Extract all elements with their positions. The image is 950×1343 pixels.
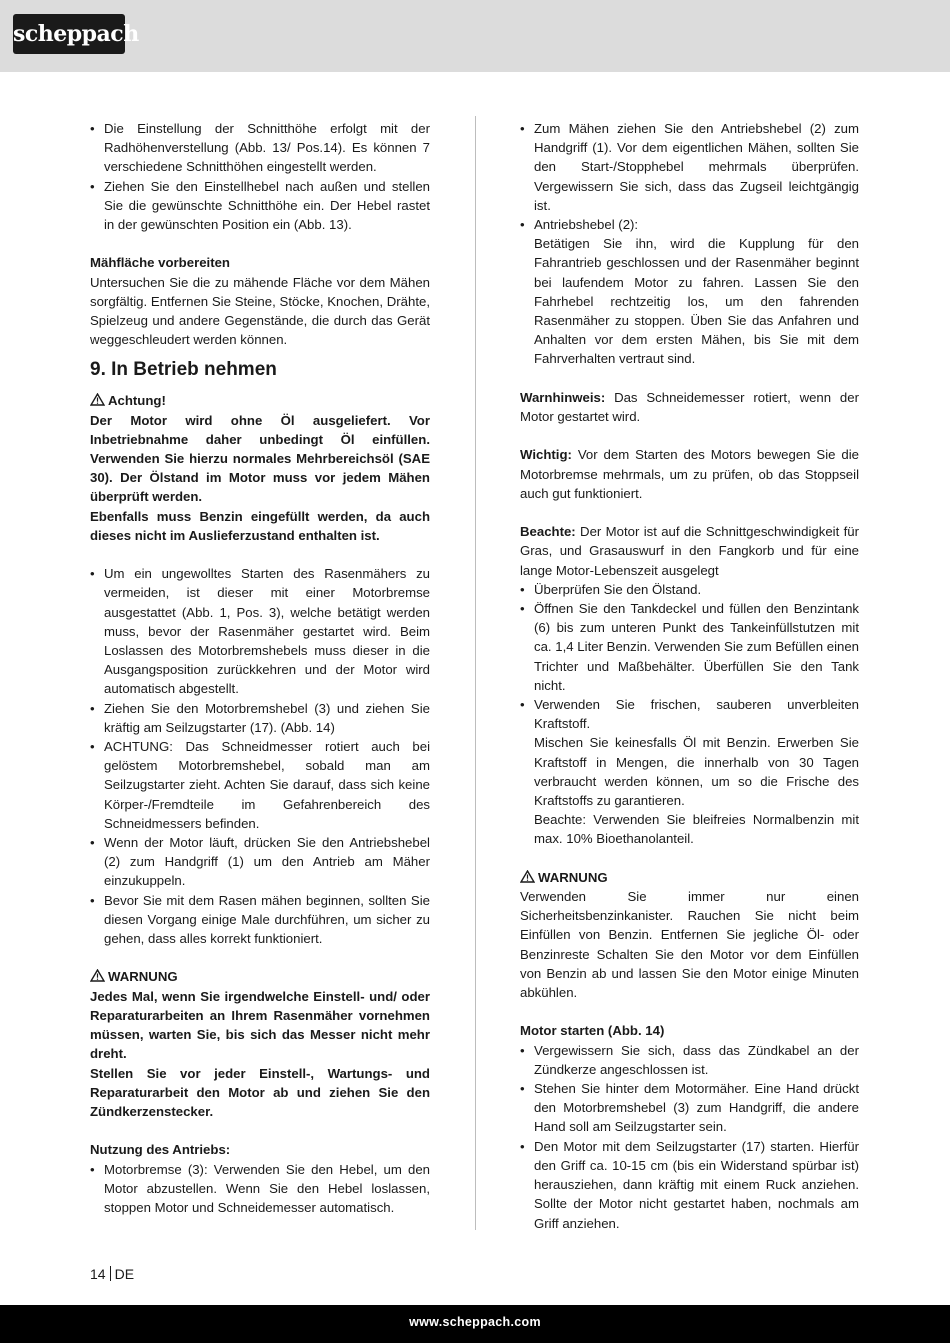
list-item-text: • Verwenden Sie frischen, sauberen unverbleiten Kraftstoff. xyxy=(534,697,859,732)
list-item-text: Betätigen Sie ihn, wird die Kupplung für den Fahrantrieb geschlossen und der Rasenmäher beginnt bei laufendem Motor zu fahren. Lassen Sie den Fahrhebel rechtzeitig los, um den fahrenden Rasenmäher zu stoppen. Üben Sie das Anfahren und Anhalten vor dem ersten Mähen, bis Sie mit dem Fahrverhalten vertraut sind. xyxy=(534,236,859,367)
warnhinweis-label: Warnhinweis: xyxy=(520,389,606,405)
beachte-text: Der Motor ist auf die Schnittgeschwindigkeit für Gras, und Grasauswurf in den Fangkorb und für eine lange Motor-Lebenszeit ausgelegt xyxy=(520,524,859,578)
achtung-heading xyxy=(90,391,430,410)
section-heading-nutzung: Nutzung des Antriebs: xyxy=(90,1142,231,1158)
list-item: • Wenn der Motor läuft, drücken Sie den Antriebshebel (2) zum Handgriff (1) um den Antrieb am Mäher einzukuppeln. xyxy=(90,833,430,891)
start-instructions-list xyxy=(90,564,430,948)
list-item: • ACHTUNG: Das Schneidmesser rotiert auch bei gelöstem Motorbremshebel, sobald man am Seilzugstarter zieht. Achten Sie darauf, dass sich keine Körper-/Fremdteile im Gefahrenbereich des Schneidmessers befinden. xyxy=(90,737,430,833)
beachte-label: Beachte: xyxy=(520,524,576,540)
warning-triangle-icon xyxy=(90,969,105,982)
wichtig-paragraph xyxy=(520,445,859,503)
list-item: • Öffnen Sie den Tankdeckel und füllen den Benzintank (6) bis zum unteren Punkt des Tankeinfüllstutzen mit ca. 1,4 Liter Benzin. Verwenden Sie zum Befüllen einen Trichter und Maßbehälter. Überfüllen Sie den Tank nicht. xyxy=(520,599,859,695)
list-item: • Ziehen Sie den Motorbremshebel (3) und ziehen Sie kräftig am Seilzugstarter (17). (Abb. 14) xyxy=(90,699,430,737)
warnung-heading xyxy=(90,967,430,986)
drive-lever-list xyxy=(520,119,859,369)
list-item: • Vergewissern Sie sich, dass das Zündkabel an der Zündkerze angeschlossen ist. xyxy=(520,1041,859,1079)
list-item: • Um ein ungewolltes Starten des Rasenmähers zu vermeiden, ist dieser mit einer Motorbremse ausgestattet (Abb. 1, Pos. 3), welche betätigt werden muss, bevor der Rasenmäher gestartet wird. Beim Loslassen des Motorbremshebels muss dieser in die Ausgangsposition zurückkehren und der Motor wird automatisch abgestellt. xyxy=(90,564,430,698)
warning-triangle-icon xyxy=(90,393,105,406)
list-item-title: • Antriebshebel (2): xyxy=(534,217,639,233)
warnung-heading xyxy=(520,868,859,887)
warnung-text: Stellen Sie vor jeder Einstell-, Wartungs- und Reparaturarbeit den Motor ab und ziehen Sie den Zündkerzenstecker. xyxy=(90,1065,430,1119)
beachte-paragraph xyxy=(520,522,859,580)
language-code: DE xyxy=(114,1266,135,1282)
footer-url: www.scheppach.com xyxy=(409,1315,541,1329)
list-item: • Bevor Sie mit dem Rasen mähen beginnen, sollten Sie diesen Vorgang einige Male durchführen, um sicher zu gehen, dass alles korrekt funktioniert. xyxy=(90,891,430,949)
wichtig-label: Wichtig: xyxy=(520,447,572,463)
list-item: • Überprüfen Sie den Ölstand. xyxy=(520,580,859,599)
warnhinweis-text: Das Schneidemesser rotiert, wenn der Motor gestartet wird. xyxy=(520,389,859,425)
warnung-text: Verwenden Sie immer nur einen Sicherheitsbenzinkanister. Rauchen Sie nicht beim Einfüllen von Benzin. Entfernen Sie jegliche Öl- oder Benzinreste Schalten Sie den Motor vor dem Einfüllen von Benzin ab und lassen Sie den Motor einige Minuten abkühlen. xyxy=(520,889,859,1001)
right-column xyxy=(520,119,859,1233)
list-item-text: Mischen Sie keinesfalls Öl mit Benzin. Erwerben Sie Kraftstoff in Mengen, die innerhalb von 30 Tagen verbraucht werden können, um so die Frische des Kraftstoffs zu garantieren. xyxy=(534,735,859,809)
warning-triangle-icon xyxy=(520,870,535,883)
achtung-label: Achtung! xyxy=(108,393,166,409)
achtung-text: Der Motor wird ohne Öl ausgeliefert. Vor Inbetriebnahme daher unbedingt Öl einfüllen. Verwenden Sie hierzu normales Mehrbereichsöl (SAE 30). Der Ölstand im Motor muss vor jedem Mähen überprüft werden. xyxy=(90,412,430,505)
section-heading-motor-starten: Motor starten (Abb. 14) xyxy=(520,1023,665,1039)
fuel-list xyxy=(520,580,859,849)
list-item: • Den Motor mit dem Seilzugstarter (17) starten. Hierfür den Griff ca. 10-15 cm (bis ein Widerstand spürbar ist) herausziehen, dann kräftig mit einem Ruck anziehen. Sollte der Motor nicht gestartet haben, nochmals am Griff anziehen. xyxy=(520,1137,859,1233)
achtung-text: Ebenfalls muss Benzin eingefüllt werden, da auch dieses nicht im Auslieferzustand enthalten ist. xyxy=(90,508,430,543)
warnhinweis-paragraph xyxy=(520,388,859,426)
motor-start-list xyxy=(520,1041,859,1233)
footer-bar xyxy=(0,1305,950,1343)
left-column xyxy=(90,119,430,1217)
warnung-label: WARNUNG xyxy=(108,969,178,985)
list-item-text: Beachte: Verwenden Sie bleifreies Normalbenzin mit max. 10% Bioethanolanteil. xyxy=(534,812,859,847)
chapter-title: 9. In Betrieb nehmen xyxy=(90,359,277,381)
list-item xyxy=(520,695,859,849)
section-heading-maehflaeche: Mähfläche vorbereiten xyxy=(90,255,230,271)
brand-logo: scheppach xyxy=(13,14,125,54)
wichtig-text: Vor dem Starten des Motors bewegen Sie die Motorbremse mehrmals, um zu prüfen, ob das Stoppseil auch gut funktioniert. xyxy=(520,447,859,501)
list-item: • Zum Mähen ziehen Sie den Antriebshebel (2) zum Handgriff (1). Vor dem eigentlichen Mähen, sollten Sie den Start-/Stopphebel mehrmals überprüfen. Vergewissern Sie sich, dass das Zugseil leichtgängig ist. xyxy=(520,119,859,215)
warnung-label: WARNUNG xyxy=(538,869,608,885)
list-item: • Stehen Sie hinter dem Motormäher. Eine Hand drückt den Motorbremshebel (3) zum Handgriff, die andere Hand soll am Seilzugstarter sein. xyxy=(520,1079,859,1137)
header-bar xyxy=(0,0,950,72)
list-item: • Motorbremse (3): Verwenden Sie den Hebel, um den Motor abzustellen. Wenn Sie den Hebel loslassen, stoppen Motor und Schneidemesser automatisch. xyxy=(90,1160,430,1218)
list-item xyxy=(520,215,859,369)
list-item: • Die Einstellung der Schnitthöhe erfolgt mit der Radhöhenverstellung (Abb. 13/ Pos.14). Es können 7 verschiedene Schnitthöhen eingestellt werden. xyxy=(90,119,430,177)
page-footer-number xyxy=(90,1265,134,1283)
page-number: 14 xyxy=(90,1266,106,1282)
separator xyxy=(110,1266,111,1281)
paragraph-maehflaeche: Untersuchen Sie die zu mähende Fläche vor dem Mähen sorgfältig. Entfernen Sie Steine, Stöcke, Knochen, Drähte, Spielzeug und andere Gegenstände, die durch das Gerät weggeschleudert werden können. xyxy=(90,274,430,348)
column-divider xyxy=(475,116,476,1230)
list-item: • Ziehen Sie den Einstellhebel nach außen und stellen Sie die gewünschte Schnitthöhe ein. Der Hebel rastet in der gewünschten Position ein (Abb. 13). xyxy=(90,177,430,235)
warnung-text: Jedes Mal, wenn Sie irgendwelche Einstell- und/ oder Reparaturarbeiten an Ihrem Rasenmäher vornehmen müssen, warten Sie, bis sich das Messer nicht mehr dreht. xyxy=(90,988,430,1062)
height-adjust-list xyxy=(90,119,430,234)
drive-usage-list xyxy=(90,1160,430,1218)
